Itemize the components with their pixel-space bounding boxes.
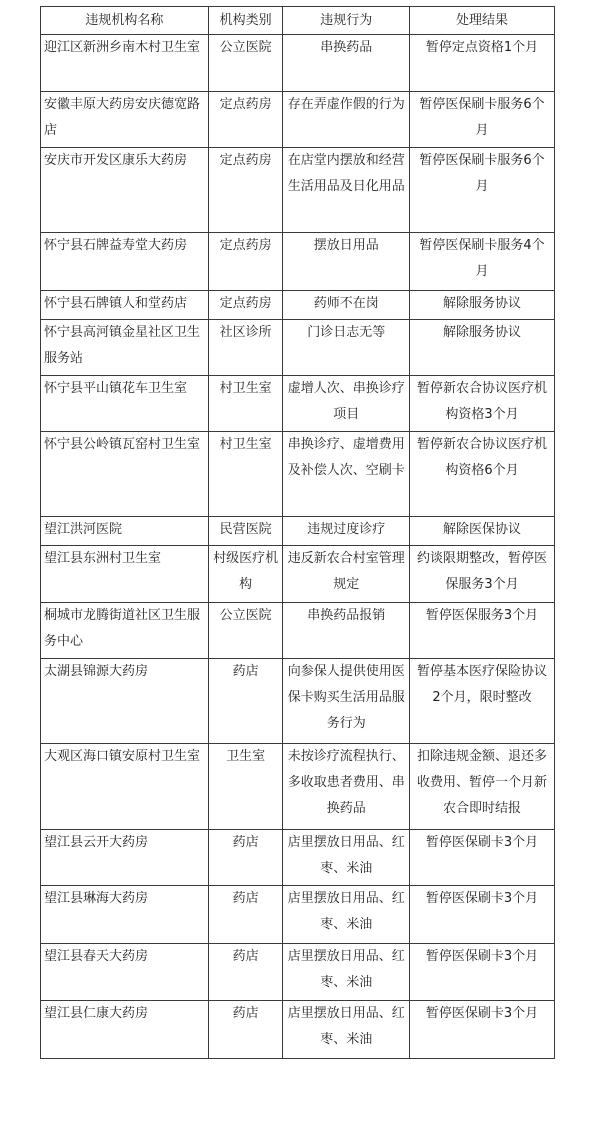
result-cell: 暂停医保刷卡3个月 bbox=[409, 886, 554, 944]
result-cell: 约谈限期整改，暂停医保服务3个月 bbox=[409, 546, 554, 603]
header-violation: 违规行为 bbox=[283, 7, 409, 35]
institution-category-cell: 社区诊所 bbox=[208, 320, 283, 376]
table-row bbox=[41, 744, 555, 830]
violation-cell: 店里摆放日用品、红枣、米油 bbox=[283, 830, 409, 886]
violation-cell: 向参保人提供使用医保卡购买生活用品服务行为 bbox=[283, 659, 409, 744]
table-row bbox=[41, 291, 555, 320]
institution-category-cell: 村卫生室 bbox=[208, 376, 283, 432]
result-cell: 解除服务协议 bbox=[409, 320, 554, 376]
institution-name-cell: 望江洪河医院 bbox=[41, 517, 209, 546]
violation-cell: 店里摆放日用品、红枣、米油 bbox=[283, 1001, 409, 1059]
table-row bbox=[41, 603, 555, 659]
institution-name-cell: 迎江区新洲乡南木村卫生室 bbox=[41, 35, 209, 92]
table-row bbox=[41, 148, 555, 233]
table-row bbox=[41, 659, 555, 744]
violation-cell: 摆放日用品 bbox=[283, 233, 409, 291]
table-row bbox=[41, 1001, 555, 1059]
institution-name-cell: 望江县云开大药房 bbox=[41, 830, 209, 886]
result-cell: 暂停医保刷卡3个月 bbox=[409, 1001, 554, 1059]
institution-name-cell: 桐城市龙腾街道社区卫生服务中心 bbox=[41, 603, 209, 659]
result-cell: 扣除违规金额、退还多收费用、暂停一个月新农合即时结报 bbox=[409, 744, 554, 830]
violation-cell: 串换诊疗、虚增费用及补偿人次、空刷卡 bbox=[283, 432, 409, 517]
header-result: 处理结果 bbox=[409, 7, 554, 35]
institution-category-cell: 定点药房 bbox=[208, 148, 283, 233]
institution-name-cell: 太湖县锦源大药房 bbox=[41, 659, 209, 744]
violation-cell: 串换药品报销 bbox=[283, 603, 409, 659]
result-cell: 暂停医保刷卡3个月 bbox=[409, 830, 554, 886]
result-cell: 暂停基本医疗保险协议2个月，限时整改 bbox=[409, 659, 554, 744]
institution-name-cell: 大观区海口镇安原村卫生室 bbox=[41, 744, 209, 830]
institution-name-cell: 怀宁县石牌益寿堂大药房 bbox=[41, 233, 209, 291]
table-row bbox=[41, 830, 555, 886]
institution-category-cell: 药店 bbox=[208, 944, 283, 1001]
violation-cell: 违规过度诊疗 bbox=[283, 517, 409, 546]
result-cell: 暂停医保刷卡服务6个月 bbox=[409, 148, 554, 233]
institution-category-cell: 定点药房 bbox=[208, 233, 283, 291]
violation-cell: 在店堂内摆放和经营生活用品及日化用品 bbox=[283, 148, 409, 233]
institution-category-cell: 定点药房 bbox=[208, 92, 283, 148]
institution-name-cell: 安庆市开发区康乐大药房 bbox=[41, 148, 209, 233]
header-institution-name: 违规机构名称 bbox=[41, 7, 209, 35]
violation-cell: 店里摆放日用品、红枣、米油 bbox=[283, 944, 409, 1001]
violation-cell: 店里摆放日用品、红枣、米油 bbox=[283, 886, 409, 944]
table-row bbox=[41, 546, 555, 603]
result-cell: 暂停医保刷卡服务6个月 bbox=[409, 92, 554, 148]
table-header-row bbox=[41, 7, 555, 35]
institution-category-cell: 药店 bbox=[208, 659, 283, 744]
table-row bbox=[41, 517, 555, 546]
institution-category-cell: 公立医院 bbox=[208, 35, 283, 92]
result-cell: 暂停医保刷卡3个月 bbox=[409, 944, 554, 1001]
table-row bbox=[41, 432, 555, 517]
institution-name-cell: 望江县春天大药房 bbox=[41, 944, 209, 1001]
institution-category-cell: 卫生室 bbox=[208, 744, 283, 830]
institution-name-cell: 望江县琳海大药房 bbox=[41, 886, 209, 944]
violation-cell: 门诊日志无等 bbox=[283, 320, 409, 376]
result-cell: 暂停新农合协议医疗机构资格6个月 bbox=[409, 432, 554, 517]
institution-category-cell: 公立医院 bbox=[208, 603, 283, 659]
violation-cell: 虚增人次、串换诊疗项目 bbox=[283, 376, 409, 432]
institution-name-cell: 望江县仁康大药房 bbox=[41, 1001, 209, 1059]
result-cell: 暂停定点资格1个月 bbox=[409, 35, 554, 92]
institution-name-cell: 怀宁县石牌镇人和堂药店 bbox=[41, 291, 209, 320]
institution-name-cell: 望江县东洲村卫生室 bbox=[41, 546, 209, 603]
table-row bbox=[41, 944, 555, 1001]
violation-cell: 未按诊疗流程执行、多收取患者费用、串换药品 bbox=[283, 744, 409, 830]
table-row bbox=[41, 35, 555, 92]
institution-name-cell: 安徽丰原大药房安庆德宽路店 bbox=[41, 92, 209, 148]
result-cell: 暂停医保刷卡服务4个月 bbox=[409, 233, 554, 291]
penalty-table-container bbox=[40, 6, 555, 1059]
institution-category-cell: 村卫生室 bbox=[208, 432, 283, 517]
institution-name-cell: 怀宁县平山镇花车卫生室 bbox=[41, 376, 209, 432]
institution-category-cell: 药店 bbox=[208, 1001, 283, 1059]
institution-name-cell: 怀宁县高河镇金星社区卫生服务站 bbox=[41, 320, 209, 376]
result-cell: 解除医保协议 bbox=[409, 517, 554, 546]
institution-name-cell: 怀宁县公岭镇瓦窑村卫生室 bbox=[41, 432, 209, 517]
result-cell: 暂停新农合协议医疗机构资格3个月 bbox=[409, 376, 554, 432]
institution-category-cell: 民营医院 bbox=[208, 517, 283, 546]
institution-category-cell: 药店 bbox=[208, 886, 283, 944]
table-row bbox=[41, 92, 555, 148]
institution-category-cell: 村级医疗机构 bbox=[208, 546, 283, 603]
institution-category-cell: 定点药房 bbox=[208, 291, 283, 320]
violation-cell: 串换药品 bbox=[283, 35, 409, 92]
result-cell: 暂停医保服务3个月 bbox=[409, 603, 554, 659]
table-row bbox=[41, 233, 555, 291]
violation-cell: 违反新农合村室管理规定 bbox=[283, 546, 409, 603]
table-row bbox=[41, 376, 555, 432]
table-body bbox=[41, 35, 555, 1059]
header-institution-category: 机构类别 bbox=[208, 7, 283, 35]
violation-cell: 存在弄虚作假的行为 bbox=[283, 92, 409, 148]
violation-table bbox=[40, 6, 555, 1059]
violation-cell: 药师不在岗 bbox=[283, 291, 409, 320]
institution-category-cell: 药店 bbox=[208, 830, 283, 886]
table-row bbox=[41, 886, 555, 944]
result-cell: 解除服务协议 bbox=[409, 291, 554, 320]
table-row bbox=[41, 320, 555, 376]
